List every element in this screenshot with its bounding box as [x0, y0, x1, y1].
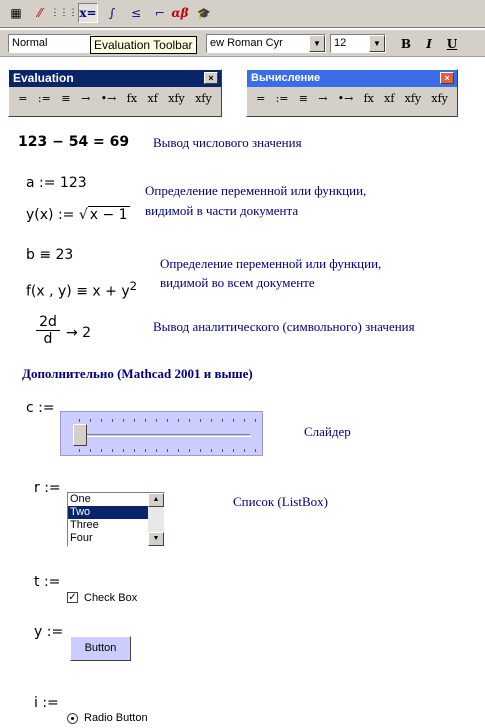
slider-tick	[101, 449, 102, 452]
palette-title: Evaluation	[13, 71, 74, 85]
extra-heading: Дополнительно (Mathcad 2001 и выше)	[22, 366, 253, 381]
slider-tick	[233, 449, 234, 452]
programming-icon[interactable]: ⌐	[154, 6, 166, 20]
global-definition-b[interactable]: b ≡ 23	[26, 247, 74, 263]
define-global-button[interactable]: ≡	[298, 92, 308, 105]
calculator-icon[interactable]: ▦	[10, 6, 22, 20]
global-definition-f[interactable]	[26, 279, 137, 300]
slider-tick	[222, 449, 223, 452]
treefix-operator-button[interactable]: xfy	[431, 92, 448, 105]
size-select[interactable]	[330, 34, 386, 53]
slider-tick	[79, 419, 80, 422]
close-icon[interactable]: ×	[204, 72, 218, 84]
evaluate-numeric-button[interactable]: =	[18, 92, 28, 105]
slider-tick	[123, 419, 124, 422]
keyword-symbolic-button[interactable]: •→	[337, 92, 354, 105]
list-item[interactable]: Four	[70, 532, 93, 544]
evaluation-palette[interactable]	[8, 69, 222, 117]
slider-tick	[244, 419, 245, 422]
radio-variable[interactable]: i :=	[34, 695, 59, 711]
symbolic-derivative[interactable]	[36, 314, 60, 347]
slider-tick	[244, 449, 245, 452]
slider-tick	[101, 419, 102, 422]
fraction-denominator: d	[43, 331, 53, 347]
prefix-operator-button[interactable]: fx	[126, 92, 138, 105]
slider-tick	[233, 419, 234, 422]
slider-variable[interactable]: c :=	[26, 400, 55, 416]
postfix-operator-button[interactable]: xf	[147, 92, 158, 105]
list-item[interactable]: Three	[70, 519, 99, 531]
global-note-line2: видимой во всем документе	[160, 275, 315, 290]
exponent: 2	[129, 279, 138, 293]
scroll-down-icon[interactable]: ▼	[148, 532, 164, 546]
slider-tick	[112, 419, 113, 422]
matrix-icon[interactable]: ⋮⋮⋮	[50, 8, 78, 18]
scroll-up-icon[interactable]: ▲	[148, 493, 164, 507]
evaluate-numeric-button[interactable]: =	[256, 92, 266, 105]
slider-tick	[79, 449, 80, 452]
function-lhs: y(x) := √	[26, 207, 88, 223]
define-local-button[interactable]: :=	[275, 92, 289, 105]
local-note-line2: видимой в части документа	[145, 203, 299, 218]
slider-tick	[145, 419, 146, 422]
checkbox-variable[interactable]: t :=	[34, 574, 61, 590]
underline-button[interactable]: U	[446, 37, 458, 51]
slider-tick	[123, 449, 124, 452]
slider-tick	[145, 449, 146, 452]
local-note-line1: Определение переменной или функции,	[145, 183, 367, 198]
radicand: x − 1	[89, 207, 128, 223]
listbox-variable[interactable]: r :=	[34, 480, 61, 496]
style-select-value: Normal	[12, 37, 48, 49]
prefix-operator-button[interactable]: fx	[363, 92, 374, 105]
checkbox-label[interactable]: Check Box	[84, 592, 138, 604]
calculus-icon[interactable]: ∫	[108, 6, 116, 20]
listbox-control[interactable]	[67, 492, 165, 547]
close-icon[interactable]: ×	[440, 72, 454, 84]
style-select[interactable]	[8, 34, 92, 53]
listbox-note: Список (ListBox)	[233, 494, 328, 509]
infix-operator-button[interactable]: xfy	[404, 92, 422, 105]
define-local-button[interactable]: :=	[37, 92, 51, 105]
palette-title-bar[interactable]	[9, 70, 221, 87]
fraction-numerator: 2d	[36, 314, 60, 331]
check-mark-icon: ✓	[68, 592, 77, 603]
slider-control[interactable]	[60, 411, 263, 456]
italic-button[interactable]: I	[426, 37, 432, 51]
infix-operator-button[interactable]: xfy	[168, 92, 185, 105]
font-select[interactable]	[206, 34, 326, 53]
tooltip: Evaluation Toolbar	[90, 36, 197, 54]
numeric-evaluation[interactable]: 123 − 54 = 69	[18, 134, 130, 150]
palette-operators	[9, 87, 221, 105]
treefix-operator-button[interactable]: xfy	[195, 92, 212, 105]
slider-tick	[156, 449, 157, 452]
slider-tick	[200, 419, 201, 422]
size-select-value: 12	[334, 37, 347, 49]
slider-tick	[134, 419, 135, 422]
checkbox[interactable]	[67, 592, 78, 603]
slider-tick	[156, 419, 157, 422]
slider-tick	[134, 449, 135, 452]
symbolic-result: → 2	[66, 325, 92, 341]
slider-tick	[255, 449, 256, 452]
global-function-expr: f(x , y) ≡ x + y	[26, 283, 130, 300]
slider-tick	[211, 449, 212, 452]
chevron-down-icon[interactable]: ▼	[309, 35, 325, 52]
slider-tick	[90, 449, 91, 452]
slider-note: Слайдер	[304, 424, 351, 439]
local-definition-a[interactable]: a := 123	[26, 175, 87, 191]
palette-title-bar[interactable]	[247, 70, 457, 87]
slider-tick	[200, 449, 201, 452]
postfix-operator-button[interactable]: xf	[384, 92, 395, 105]
slider-tick	[167, 449, 168, 452]
symbolic-note: Вывод аналитического (символьного) значения	[153, 319, 415, 334]
graph-icon[interactable]: ⁄⁄	[37, 6, 42, 20]
define-global-button[interactable]: ≡	[61, 92, 71, 105]
slider-tick	[167, 419, 168, 422]
math-toolbar	[0, 0, 485, 28]
slider-tick	[189, 419, 190, 422]
radio-label[interactable]: Radio Button	[84, 712, 148, 724]
slider-track[interactable]	[75, 434, 251, 437]
slider-tick	[211, 419, 212, 422]
bold-button[interactable]: B	[400, 37, 412, 51]
slider-tick	[178, 449, 179, 452]
font-select-value: ew Roman Cyr	[210, 37, 283, 49]
radio-button[interactable]	[67, 713, 78, 724]
greek-icon[interactable]: αβ	[171, 6, 189, 20]
evaluation-palette-ru[interactable]	[246, 69, 458, 117]
evaluate-symbolic-button[interactable]: →	[318, 92, 328, 105]
slider-tick	[255, 419, 256, 422]
global-note-line1: Определение переменной или функции,	[160, 256, 382, 271]
format-toolbar	[0, 30, 485, 57]
list-item[interactable]: Two	[68, 506, 148, 519]
slider-tick	[189, 449, 190, 452]
boolean-icon[interactable]: ≤	[130, 6, 142, 20]
slider-tick	[222, 419, 223, 422]
listbox-scrollbar[interactable]	[148, 493, 164, 546]
slider-thumb[interactable]	[73, 424, 87, 446]
button-variable[interactable]: y :=	[34, 624, 64, 640]
slider-tick	[178, 419, 179, 422]
keyword-symbolic-button[interactable]: •→	[100, 92, 117, 105]
local-definition-y[interactable]	[26, 206, 130, 223]
slider-tick	[112, 449, 113, 452]
palette-operators	[247, 87, 457, 105]
evaluation-icon[interactable]: x=	[78, 3, 98, 23]
numeric-note: Вывод числового значения	[153, 135, 302, 150]
slider-tick	[90, 419, 91, 422]
list-item[interactable]: One	[70, 493, 91, 505]
palette-title: Вычисление	[251, 72, 321, 84]
evaluate-symbolic-button[interactable]: →	[80, 92, 91, 105]
symbolic-icon[interactable]: 🎓	[197, 6, 211, 20]
push-button[interactable]: Button	[70, 636, 131, 661]
chevron-down-icon[interactable]: ▼	[369, 35, 385, 52]
